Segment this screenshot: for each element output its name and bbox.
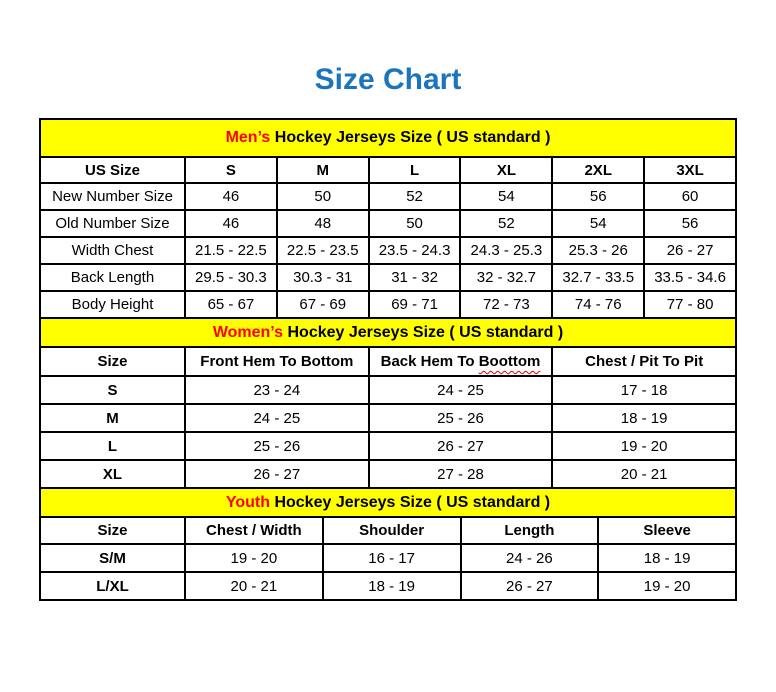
mens-table-row — [40, 183, 736, 210]
mens-size-cell: 46 — [185, 183, 277, 210]
mens-size-cell: 30.3 - 31 — [277, 264, 369, 291]
womens-size-cell: 24 - 25 — [369, 376, 553, 404]
mens-size-cell: 65 - 67 — [185, 291, 277, 318]
youth-table-row — [40, 572, 736, 600]
womens-banner-accent: Women’s — [212, 323, 284, 341]
womens-size-cell: 26 - 27 — [369, 432, 553, 460]
womens-header-row — [40, 347, 736, 376]
page-title: Size Chart — [314, 63, 462, 96]
mens-size-cell: 26 - 27 — [644, 237, 736, 264]
womens-size-table — [39, 317, 737, 489]
youth-size-cell: 18 - 19 — [598, 544, 736, 572]
mens-size-cell: 52 — [369, 183, 461, 210]
mens-size-cell: 72 - 73 — [460, 291, 552, 318]
youth-table-row — [40, 544, 736, 572]
mens-table-row — [40, 237, 736, 264]
womens-size-cell: 25 - 26 — [185, 432, 369, 460]
youth-size-cell: 19 - 20 — [598, 572, 736, 600]
womens-column-header: Front Hem To Bottom — [185, 347, 369, 376]
mens-column-header: US Size — [40, 157, 185, 183]
womens-column-header — [369, 347, 553, 376]
womens-size-cell: 19 - 20 — [552, 432, 736, 460]
youth-column-header: Sleeve — [598, 517, 736, 544]
womens-size-cell: 20 - 21 — [552, 460, 736, 488]
mens-row-label: Body Height — [40, 291, 185, 318]
mens-size-cell: 33.5 - 34.6 — [644, 264, 736, 291]
womens-size-cell: 24 - 25 — [185, 404, 369, 432]
womens-banner-text: Hockey Jerseys Size ( US standard ) — [283, 323, 564, 341]
mens-size-cell: 56 — [552, 183, 644, 210]
youth-banner-row — [40, 488, 736, 517]
mens-size-cell: 67 - 69 — [277, 291, 369, 318]
mens-banner-accent: Men’s — [225, 129, 271, 146]
mens-row-label: Old Number Size — [40, 210, 185, 237]
womens-banner-row — [40, 318, 736, 347]
youth-column-header: Length — [461, 517, 599, 544]
womens-column-header: Chest / Pit To Pit — [552, 347, 736, 376]
womens-column-header: Size — [40, 347, 185, 376]
mens-column-header: 3XL — [644, 157, 736, 183]
mens-table-row — [40, 291, 736, 318]
youth-column-header: Shoulder — [323, 517, 461, 544]
womens-misspelled-word: Boottom — [478, 353, 541, 370]
mens-size-cell: 22.5 - 23.5 — [277, 237, 369, 264]
womens-size-cell: 23 - 24 — [185, 376, 369, 404]
mens-size-cell: 24.3 - 25.3 — [460, 237, 552, 264]
mens-size-cell: 46 — [185, 210, 277, 237]
mens-size-cell: 31 - 32 — [369, 264, 461, 291]
mens-size-cell: 74 - 76 — [552, 291, 644, 318]
youth-column-header: Chest / Width — [185, 517, 323, 544]
mens-size-cell: 69 - 71 — [369, 291, 461, 318]
size-tables — [39, 118, 737, 601]
mens-column-header: XL — [460, 157, 552, 183]
mens-table-row — [40, 210, 736, 237]
womens-size-cell: 17 - 18 — [552, 376, 736, 404]
youth-header-row — [40, 517, 736, 544]
mens-size-cell: 54 — [552, 210, 644, 237]
mens-column-header: L — [369, 157, 461, 183]
womens-table-row — [40, 404, 736, 432]
womens-column-header-text: Back Hem To — [380, 353, 479, 370]
womens-row-label: XL — [40, 460, 185, 488]
womens-size-cell: 18 - 19 — [552, 404, 736, 432]
womens-row-label: S — [40, 376, 185, 404]
womens-table-row — [40, 376, 736, 404]
mens-size-cell: 29.5 - 30.3 — [185, 264, 277, 291]
womens-table-row — [40, 432, 736, 460]
youth-size-cell: 24 - 26 — [461, 544, 599, 572]
mens-size-cell: 60 — [644, 183, 736, 210]
youth-column-header: Size — [40, 517, 185, 544]
youth-banner-text: Hockey Jerseys Size ( US standard ) — [270, 493, 551, 511]
womens-row-label: L — [40, 432, 185, 460]
womens-size-cell: 27 - 28 — [369, 460, 553, 488]
mens-column-header: M — [277, 157, 369, 183]
mens-row-label: Width Chest — [40, 237, 185, 264]
womens-size-cell: 25 - 26 — [369, 404, 553, 432]
youth-size-cell: 19 - 20 — [185, 544, 323, 572]
mens-row-label: Back Length — [40, 264, 185, 291]
youth-row-label: L/XL — [40, 572, 185, 600]
youth-size-cell: 18 - 19 — [323, 572, 461, 600]
mens-size-cell: 77 - 80 — [644, 291, 736, 318]
mens-header-row — [40, 157, 736, 183]
youth-size-cell: 20 - 21 — [185, 572, 323, 600]
youth-size-cell: 16 - 17 — [323, 544, 461, 572]
womens-table-row — [40, 460, 736, 488]
mens-banner-row — [40, 119, 736, 157]
mens-column-header: S — [185, 157, 277, 183]
mens-size-cell: 32.7 - 33.5 — [552, 264, 644, 291]
mens-size-cell: 56 — [644, 210, 736, 237]
mens-column-header: 2XL — [552, 157, 644, 183]
youth-row-label: S/M — [40, 544, 185, 572]
mens-size-cell: 21.5 - 22.5 — [185, 237, 277, 264]
youth-size-table — [39, 487, 737, 601]
mens-size-cell: 50 — [277, 183, 369, 210]
mens-size-cell: 25.3 - 26 — [552, 237, 644, 264]
mens-size-table — [39, 118, 737, 319]
mens-size-cell: 54 — [460, 183, 552, 210]
mens-row-label: New Number Size — [40, 183, 185, 210]
womens-row-label: M — [40, 404, 185, 432]
mens-table-row — [40, 264, 736, 291]
mens-banner — [40, 119, 736, 157]
mens-size-cell: 23.5 - 24.3 — [369, 237, 461, 264]
youth-banner-accent: Youth — [225, 493, 270, 511]
mens-size-cell: 52 — [460, 210, 552, 237]
mens-size-cell: 32 - 32.7 — [460, 264, 552, 291]
mens-banner-text: Hockey Jerseys Size ( US standard ) — [270, 129, 551, 146]
womens-size-cell: 26 - 27 — [185, 460, 369, 488]
mens-size-cell: 48 — [277, 210, 369, 237]
mens-size-cell: 50 — [369, 210, 461, 237]
youth-banner — [40, 488, 736, 517]
womens-banner — [40, 318, 736, 347]
youth-size-cell: 26 - 27 — [461, 572, 599, 600]
